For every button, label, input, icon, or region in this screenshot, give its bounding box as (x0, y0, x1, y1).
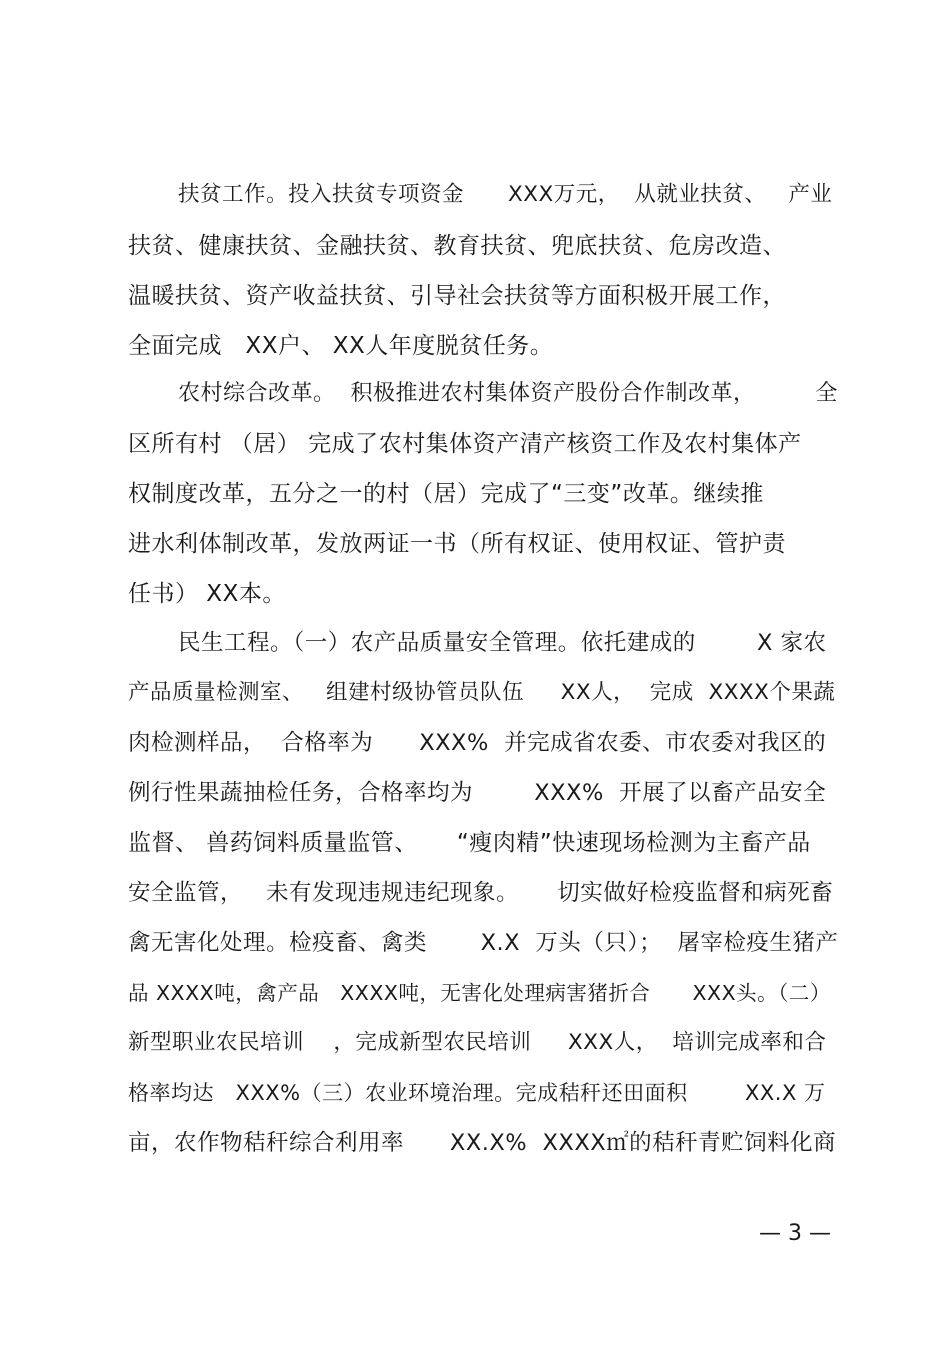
text-line: 监督、 兽药饲料质量监管、 “瘦肉精”快速现场检测为主畜产品 (128, 830, 811, 856)
text-line: 品 XXXX吨，禽产品 XXXX吨，无害化处理病害猪折合 XXX头。（二） (128, 981, 831, 1005)
text-line: 新型职业农民培训 ，完成新型农民培训 XXX人， 培训完成率和合 (128, 1030, 827, 1055)
text-line: 扶贫工作。投入扶贫专项资金 XXX万元， 从就业扶贫、 产业 (178, 182, 833, 207)
text-line: 亩，农作物秸秆综合利用率 XX.X% XXXX㎡的秸秆青贮饲料化商 (128, 1130, 837, 1156)
text-line: 权制度改革，五分之一的村（居）完成了“三变”改革。继续推 (128, 481, 764, 507)
text-line: 农村综合改革。 积极推进农村集体资产股份合作制改革， 全 (178, 381, 838, 406)
text-line: 产品质量检测室、 组建村级协管员队伍 XX人， 完成 XXXX个果蔬 (128, 680, 836, 705)
text-line: 全面完成 XX户、 XX人年度脱贫任务。 (128, 333, 554, 359)
text-line: 民生工程。（一）农产品质量安全管理。依托建成的 X 家农 (178, 630, 827, 656)
text-line: 区所有村 （居） 完成了农村集体资产清产核资工作及农村集体产 (128, 431, 802, 457)
text-line: 扶贫、健康扶贫、金融扶贫、教育扶贫、兜底扶贫、危房改造、 (128, 233, 786, 259)
text-line: 例行性果蔬抽检任务，合格率均为 XXX% 开展了以畜产品安全 (128, 780, 827, 806)
text-line: 肉检测样品， 合格率为 XXX% 并完成省农委、市农委对我区的 (128, 730, 827, 756)
text-line: 安全监管， 未有发现违规违纪现象。 切实做好检疫监督和病死畜 (128, 880, 834, 906)
text-line: 禽无害化处理。检疫畜、禽类 X.X 万头（只）； 屠宰检疫生猪产 (128, 930, 839, 956)
text-line: 任书） XX本。 (128, 581, 286, 607)
text-line: 进水利体制改革，发放两证一书（所有权证、使用权证、管护责 (128, 531, 786, 557)
text-line: 温暖扶贫、资产收益扶贫、引导社会扶贫等方面积极开展工作， (128, 283, 786, 309)
text-line: 格率均达 XXX%（三）农业环境治理。完成秸秆还田面积 XX.X 万 (128, 1081, 826, 1105)
page-number: — 3 — (759, 1221, 831, 1246)
